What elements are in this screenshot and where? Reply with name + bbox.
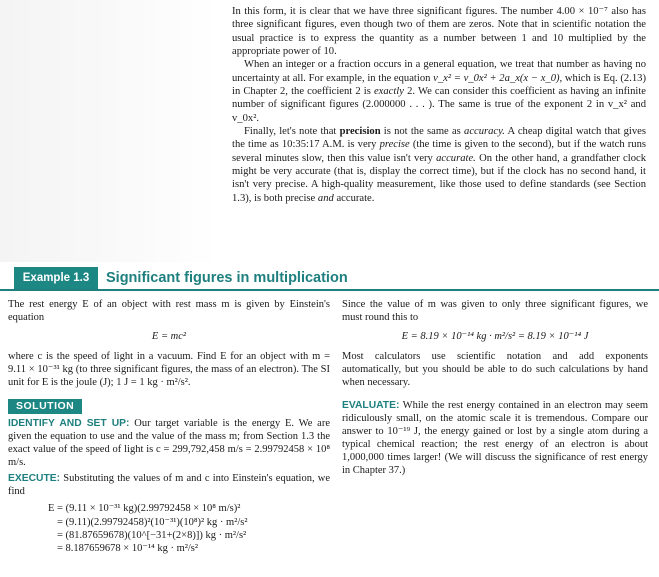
execute-label: EXECUTE: bbox=[8, 473, 61, 485]
p2-text-c: 2. We can consider this coefficient as having an infinite number of significant figures (2.000000 . . . ). The same is true of the exponent 2 in v_x² and v_0x². bbox=[232, 86, 646, 124]
calc-line: = (9.11)(2.99792458)²(10⁻³¹)(10⁸)² kg · m²/s² bbox=[57, 516, 248, 528]
p2-text-b: , which is Eq. (2.13) in Chapter 2, the coefficient 2 is bbox=[232, 72, 646, 98]
calc-line: = (81.87659678)(10^[−31+(2×8)]) kg · m²/s² bbox=[57, 530, 247, 542]
example-title: Significant figures in multiplication bbox=[106, 270, 348, 286]
problem-statement-2: where c is the speed of light in a vacuum. Find E for an object with m = 9.11 × 10⁻³¹ kg (to three significant figures, the mass of an electron). The SI unit for E is the joule (J); 1 J = 1 kg · m²/s². bbox=[8, 351, 330, 389]
precision-term: precision bbox=[339, 126, 381, 138]
kinematics-equation: v_x² = v_0x² + 2a_x(x − x_0) bbox=[433, 72, 560, 84]
exactly-emphasis: exactly bbox=[373, 86, 404, 98]
rounding-text: Since the value of m was given to only three significant figures, we must round this to bbox=[342, 299, 648, 324]
calculator-note: Most calculators use scientific notation and add exponents automatically, but you should be able to do such calculations by hand when necessary. bbox=[342, 351, 648, 389]
precise-emphasis: precise bbox=[379, 139, 410, 151]
evaluate-text: While the rest energy contained in an electron may seem ridiculously small, on the atomic scale it is tremendous. Compare our answer to 10⁻¹⁹ J, the energy gained or lost by a single atom during a typical chemical reaction; the rest energy of an electron is about 1,000,000 times larger! (We will discuss the significance of rest energy in Chapter 37.) bbox=[342, 399, 648, 477]
problem-statement-1: The rest energy E of an object with rest mass m is given by Einstein's equation bbox=[8, 299, 330, 324]
calculation-block bbox=[48, 502, 330, 556]
evaluate-label: EVALUATE: bbox=[342, 399, 400, 411]
rounded-equation bbox=[342, 330, 648, 343]
intro-text bbox=[232, 5, 646, 205]
calc-line: E = (9.11 × 10⁻³¹ kg)(2.99792458 × 10⁸ m/s)² bbox=[48, 503, 241, 515]
p3-text-c: A cheap digital watch that gives the time as 10:35:17 A.M. is very bbox=[232, 126, 646, 151]
example-right-column bbox=[342, 298, 648, 477]
and-emphasis: and bbox=[317, 192, 334, 204]
identify-step bbox=[8, 417, 330, 469]
p3-text-a: Finally, let's note that bbox=[244, 126, 340, 138]
identify-text: Our target variable is the energy E. We are given the equation to use and the value of the mass m; from Section 1.3 the exact value of the speed of light is c = 299,792,458 m/s = 2.99792458 × 10⁸ m/s. bbox=[8, 417, 330, 468]
p3-text-d: (the time is given to the second), but if the watch runs several minutes slow, then this value isn't very bbox=[232, 139, 646, 164]
example-left-column bbox=[8, 298, 330, 556]
rounded-equation-text: E = 8.19 × 10⁻¹⁴ kg · m²/s² = 8.19 × 10⁻¹⁴ J bbox=[401, 331, 589, 343]
intro-paragraph-3 bbox=[232, 125, 646, 205]
accuracy-term: accuracy. bbox=[464, 126, 505, 138]
p3-text-e: On the other hand, a grandfather clock might be very accurate (that is, display the correct time), but if the clock has no second hand, it isn't very precise. A high-quality measurement, like those used to define standards (see Section 1.3), is both precise bbox=[232, 152, 646, 204]
accurate-emphasis: accurate. bbox=[436, 152, 476, 164]
example-badge: Example 1.3 bbox=[14, 267, 98, 289]
p3-text-f: accurate. bbox=[333, 192, 375, 204]
einstein-equation bbox=[8, 330, 330, 343]
solution-label: SOLUTION bbox=[8, 399, 82, 414]
margin-shade bbox=[0, 0, 220, 262]
einstein-equation-text: E = mc² bbox=[151, 331, 187, 343]
execute-step bbox=[8, 472, 330, 498]
calc-line: = 8.187659678 × 10⁻¹⁴ kg · m²/s² bbox=[57, 543, 199, 555]
p2-text-a: When an integer or a fraction occurs in a general equation, we treat that number as having no uncertainty at all. For example, in the equation bbox=[232, 59, 646, 84]
identify-label: IDENTIFY AND SET UP: bbox=[8, 417, 130, 429]
example-banner bbox=[0, 267, 659, 291]
p3-text-b: is not the same as bbox=[380, 126, 465, 138]
execute-text: Substituting the values of m and c into Einstein's equation, we find bbox=[8, 473, 330, 498]
intro-paragraph-2 bbox=[232, 58, 646, 125]
evaluate-step bbox=[342, 399, 648, 478]
intro-paragraph-1: In this form, it is clear that we have three significant figures. The number 4.00 × 10⁻⁷ also has three significant figures, even though two of them are zeros. Note that in scientific notation the usual practice is to express the quantity as a number between 1 and 10 multiplied by the appropriate power of 10. bbox=[232, 6, 646, 58]
